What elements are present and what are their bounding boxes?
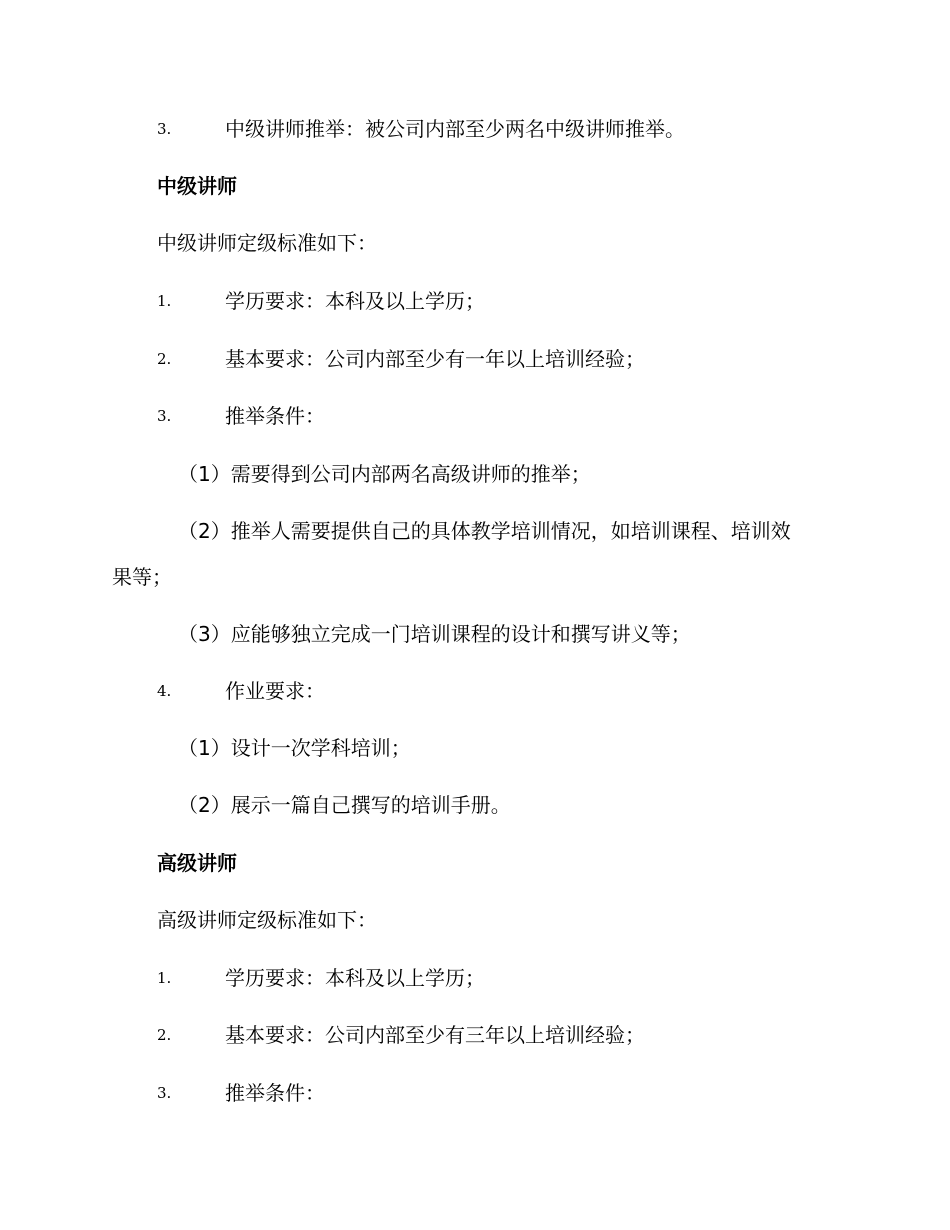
list-item-text: 学历要求：本科及以上学历；: [225, 966, 485, 990]
paragraph: 高级讲师定级标准如下：: [157, 908, 377, 932]
list-number: 4.: [157, 682, 172, 700]
sub-item: （2）展示一篇自己撰写的培训手册。: [178, 793, 511, 817]
list-item-text: 基本要求：公司内部至少有三年以上培训经验；: [225, 1023, 645, 1047]
list-number: 1.: [157, 969, 172, 987]
list-number: 3.: [157, 407, 172, 425]
sub-item: （1）需要得到公司内部两名高级讲师的推举；: [178, 462, 591, 486]
section-heading-intermediate: 中级讲师: [157, 174, 237, 198]
list-item-text: 学历要求：本科及以上学历；: [225, 289, 485, 313]
paragraph: 中级讲师定级标准如下：: [157, 231, 377, 255]
sub-item-continuation: 果等；: [112, 565, 172, 589]
list-number: 2.: [157, 1026, 172, 1044]
list-item-text: 推举条件：: [225, 1081, 325, 1105]
list-item-text: 基本要求：公司内部至少有一年以上培训经验；: [225, 347, 645, 371]
list-number: 2.: [157, 350, 172, 368]
list-number: 3.: [157, 1084, 172, 1102]
list-number: 3.: [157, 120, 172, 138]
list-item-text: 中级讲师推举：被公司内部至少两名中级讲师推举。: [225, 117, 685, 141]
sub-item: （1）设计一次学科培训；: [178, 736, 411, 760]
sub-item: （2）推举人需要提供自己的具体教学培训情况，如培训课程、培训效: [178, 519, 791, 543]
section-heading-senior: 高级讲师: [157, 851, 237, 875]
list-number: 1.: [157, 292, 172, 310]
list-item-text: 推举条件：: [225, 404, 325, 428]
sub-item: （3）应能够独立完成一门培训课程的设计和撰写讲义等；: [178, 622, 691, 646]
list-item-text: 作业要求：: [225, 679, 325, 703]
